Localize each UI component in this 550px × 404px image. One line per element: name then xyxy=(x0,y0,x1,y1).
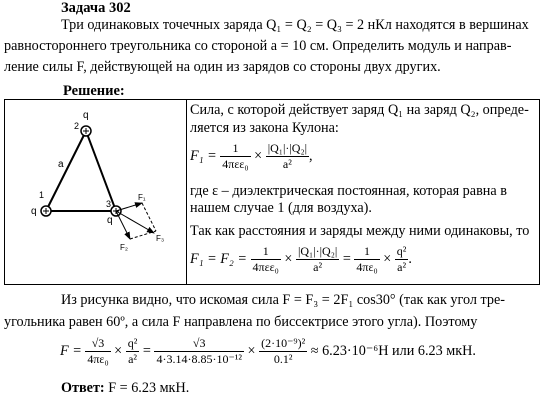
vertex-label-2: 2 xyxy=(74,121,80,131)
force-label-3: F₃ xyxy=(156,234,165,243)
right-text-5: Так как расстояния и заряды между ними одинаковы, то xyxy=(190,223,530,239)
force-label-1: F₁ xyxy=(138,193,146,202)
right-text-1: Сила, с которой действует заряд Q₁ на заряд Q₂, опреде- xyxy=(190,102,529,118)
right-text-3: где ε – диэлектрическая постоянная, которая равна в xyxy=(190,183,507,199)
right-text-4: нашем случае 1 (для воздуха). xyxy=(190,200,372,216)
vertex-label-1: 1 xyxy=(39,190,45,200)
answer-line xyxy=(61,381,189,397)
coulomb-formula: F₁ = $\frac{1}{\text{4πεε₀}}$ × $\frac{\text{|Q₁|·|Q₂|}}{\text{a²}}$ , xyxy=(190,141,313,171)
side-12 xyxy=(46,131,86,211)
force-label-2: F₂ xyxy=(120,243,128,252)
problem-line-2: равностороннего треугольника со стороной a = 10 см. Определить модуль и направ- xyxy=(4,38,512,54)
bottom-text-2: угольника равен 60º, а сила F направлена по биссектрисе этого угла). Поэтому xyxy=(4,314,478,330)
vertex-label-3: 3 xyxy=(106,199,112,209)
charge-label-2: q xyxy=(83,110,89,121)
bottom-text-1: Из рисунка видно, что искомая сила F = F₃ = 2F₁ cos30° (так как угол тре- xyxy=(61,292,505,308)
answer-label: Ответ: xyxy=(61,380,105,396)
solution-label: Решение: xyxy=(63,83,125,99)
answer-value: F = 6.23 мкН. xyxy=(104,380,190,396)
side-label: a xyxy=(58,159,64,170)
final-formula: F = $\frac{√3}{\text{4πε₀}}$ × $\frac{\text{q²}}{\text{a²}}$ = $\frac{√3}{\text{4·3.14·8.85·10⁻¹²}}$ × $\frac{\text{(2·10⁻⁹)²}}{\text{0.1²}}$ ≈ 6.23·10⁻⁶H или 6.23 мкН. xyxy=(60,336,476,366)
triangle-figure xyxy=(6,101,184,283)
table-divider xyxy=(186,99,187,285)
equal-forces-formula: F₁ = F₂ = $\frac{1}{\text{4πεε₀}}$ × $\frac{\text{|Q₁|·|Q₂|}}{\text{a²}}$ = $\frac{1}{\text{4πε₀}}$ × $\frac{\text{q²}}{\text{a²}}$ . xyxy=(190,244,412,274)
right-text-2: ляется из закона Кулона: xyxy=(190,120,339,136)
side-23 xyxy=(86,131,116,211)
problem-line-1: Три одинаковых точечных заряда Q₁ = Q₂ = Q₃ = 2 нКл находятся в вершинах xyxy=(61,17,529,33)
problem-title: Задача 302 xyxy=(61,0,131,16)
charge-label-1: q xyxy=(31,206,37,217)
problem-line-3: ление силы F, действующей на один из зарядов со стороны двух других. xyxy=(4,59,441,75)
charge-label-3: q xyxy=(107,215,113,226)
